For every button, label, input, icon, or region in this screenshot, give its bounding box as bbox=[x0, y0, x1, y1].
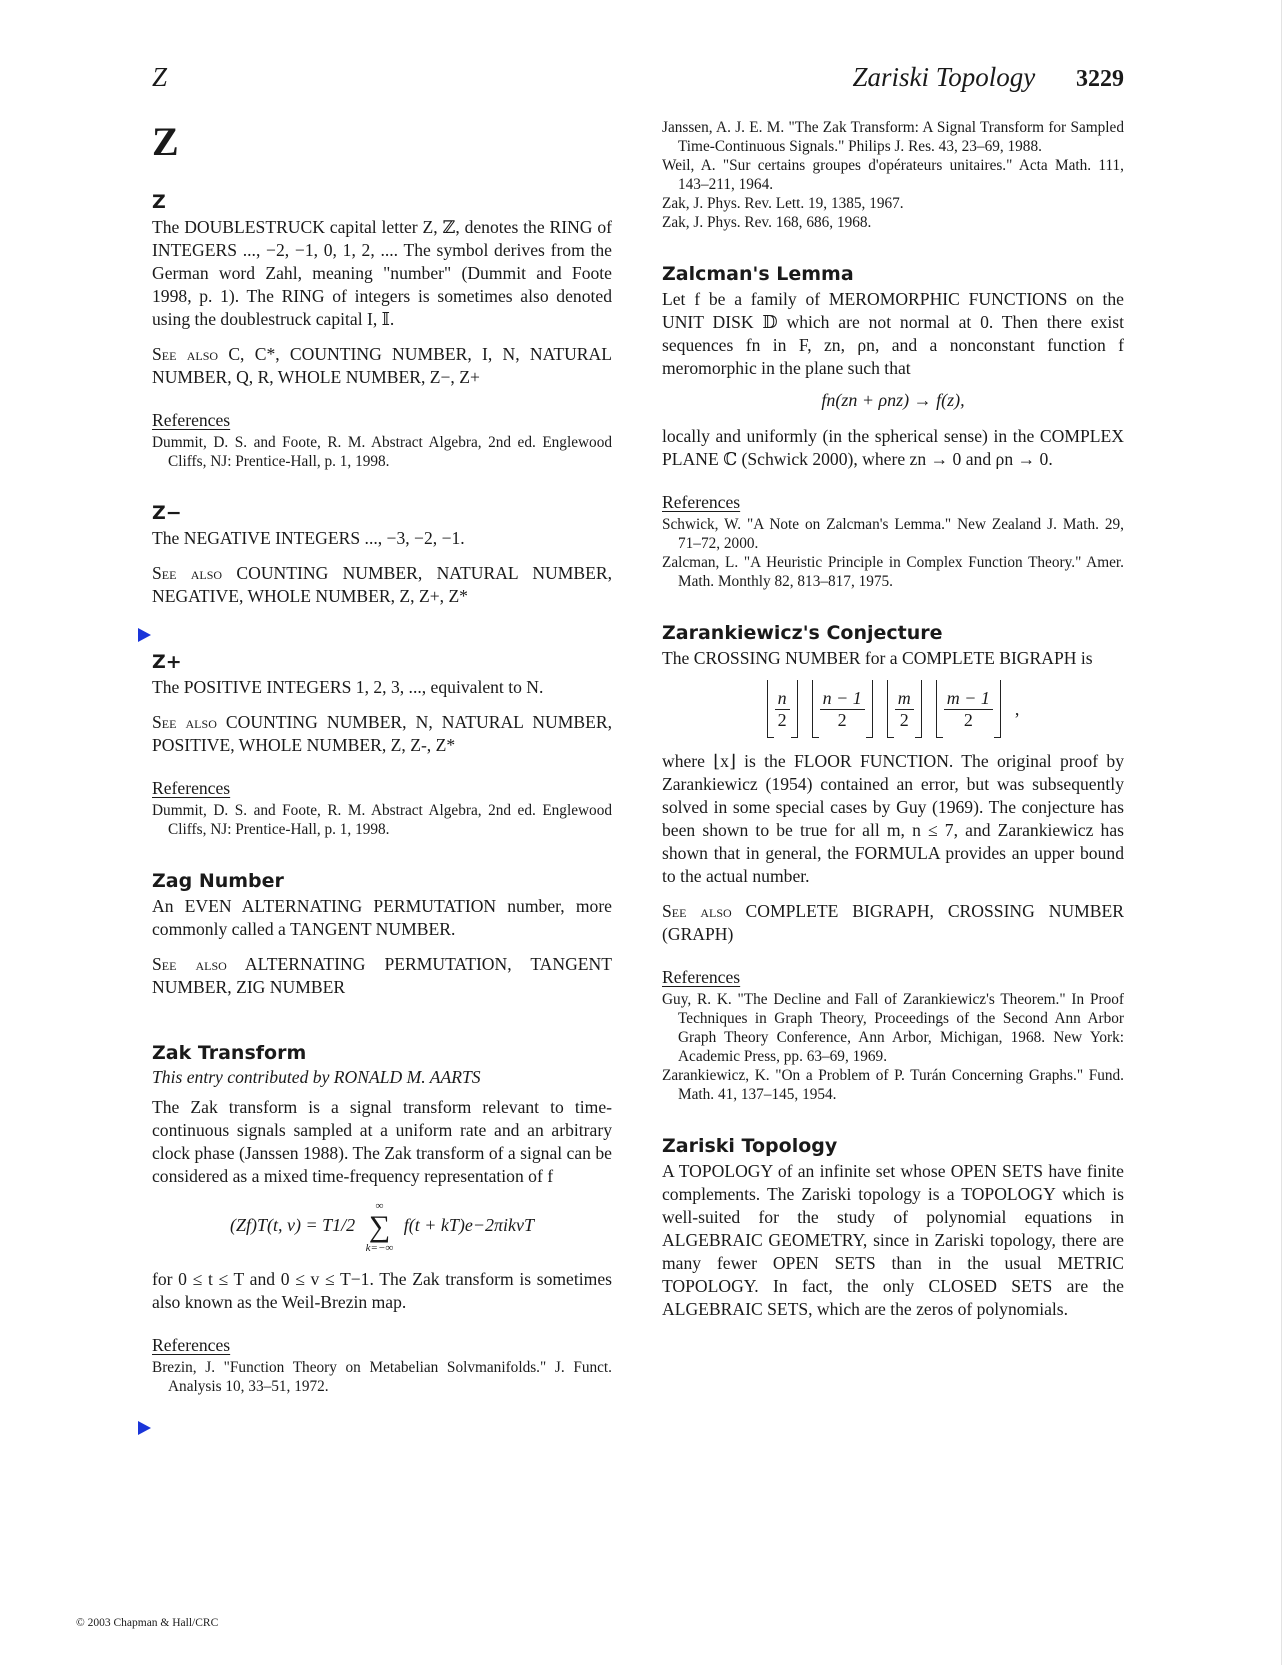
reference: Zak, J. Phys. Rev. Lett. 19, 1385, 1967. bbox=[662, 195, 904, 212]
reference: Janssen, A. J. E. M. "The Zak Transform: A Signal Transform for Sampled Time-Continuous Signals." Philips J. Res. 43, 23–69, 1988. bbox=[662, 119, 1124, 155]
entry-z-minus bbox=[152, 501, 612, 608]
equation-lhs: (Zf)T(t, v) = T1/2 bbox=[229, 1215, 356, 1236]
entry-title: Zag Number bbox=[152, 870, 284, 892]
zak-references-continued bbox=[662, 118, 1124, 232]
entry-title: Zak Transform bbox=[152, 1042, 307, 1064]
summation-sign: ∞ ∑ k=−∞ bbox=[365, 1200, 394, 1254]
entry-title: Zariski Topology bbox=[662, 1135, 838, 1157]
right-column bbox=[662, 118, 1124, 1333]
floor-term: $\frac{n - 1}{2}$ bbox=[812, 680, 873, 738]
entry-z bbox=[152, 190, 612, 471]
link-marker-icon[interactable] bbox=[138, 1421, 151, 1435]
copyright-footer: © 2003 Chapman & Hall/CRC bbox=[76, 1617, 219, 1629]
floor-term: $\frac{n}{2}$ bbox=[767, 680, 798, 738]
reference: Zarankiewicz, K. "On a Problem of P. Turán Concerning Graphs." Fund. Math. 41, 137–145, 1954. bbox=[662, 1067, 1124, 1103]
floor-term: $\frac{m}{2}$ bbox=[887, 680, 922, 738]
entry-title: Z+ bbox=[152, 651, 182, 673]
entry-zariski-topology bbox=[662, 1134, 1124, 1321]
entry-zarankiewicz-conjecture bbox=[662, 621, 1124, 1104]
references-heading: References bbox=[152, 410, 231, 430]
see-also[interactable]: See also COUNTING NUMBER, N, NATURAL NUMBER, POSITIVE, WHOLE NUMBER, Z, Z-, Z* bbox=[152, 712, 612, 755]
entry-zag-number bbox=[152, 869, 612, 999]
references-heading: References bbox=[662, 967, 741, 987]
formula-trailing-comma: , bbox=[1014, 698, 1020, 719]
entry-text: An EVEN ALTERNATING PERMUTATION number, more commonly called a TANGENT NUMBER. bbox=[152, 896, 612, 939]
link-marker-icon[interactable] bbox=[138, 628, 151, 642]
floor-term: $\frac{m - 1}{2}$ bbox=[936, 680, 1001, 738]
entry-text: The NEGATIVE INTEGERS ..., −3, −2, −1. bbox=[152, 528, 465, 548]
entry-text: locally and uniformly (in the spherical sense) in the COMPLEX PLANE ℂ (Schwick 2000), where zn → 0 and ρn → 0. bbox=[662, 426, 1124, 469]
entry-text: Let f be a family of MEROMORPHIC FUNCTIONS on the UNIT DISK 𝔻 which are not normal at 0. Then there exist sequences fn in F, zn, ρn, and a nonconstant function f meromorphic in the plane such that bbox=[662, 289, 1124, 378]
reference: Zalcman, L. "A Heuristic Principle in Complex Function Theory." Amer. Math. Monthly 82, 813–817, 1975. bbox=[662, 554, 1124, 590]
entry-text: The Zak transform is a signal transform relevant to time-continuous signals sampled at a uniform rate and an arbitrary clock phase (Janssen 1988). The Zak transform of a signal can be considered as a mixed time-frequency representation of f bbox=[152, 1097, 612, 1186]
reference: Dummit, D. S. and Foote, R. M. Abstract Algebra, 2nd ed. Englewood Cliffs, NJ: Prentice-Hall, p. 1, 1998. bbox=[152, 434, 612, 470]
section-letter: Z bbox=[152, 119, 179, 164]
page-number: 3229 bbox=[1076, 66, 1124, 92]
entry-zak-transform bbox=[152, 1041, 612, 1396]
running-head-title: Zariski Topology bbox=[852, 62, 1036, 92]
entry-title: Z bbox=[152, 191, 166, 213]
reference: Guy, R. K. "The Decline and Fall of Zarankiewicz's Theorem." In Proof Techniques in Graph Theory, Proceedings of the Second Ann Arbor Graph Theory Conference, Ann Arbor, Michigan, 1968. New York: Academic Press, pp. 63–69, 1969. bbox=[662, 991, 1124, 1065]
entry-title: Zalcman's Lemma bbox=[662, 263, 854, 285]
references-heading: References bbox=[152, 1335, 231, 1355]
entry-title: Zarankiewicz's Conjecture bbox=[662, 622, 943, 644]
entry-text: where ⌊x⌋ is the FLOOR FUNCTION. The original proof by Zarankiewicz (1954) contained an error, but was subsequently solved in some special cases by Guy (1969). The conjecture has been shown to be true for all m, n ≤ 7, and Zarankiewicz has shown that in general, the FORMULA provides an upper bound to the actual number. bbox=[662, 751, 1124, 886]
zak-equation bbox=[152, 1200, 612, 1254]
see-also[interactable]: See also ALTERNATING PERMUTATION, TANGENT NUMBER, ZIG NUMBER bbox=[152, 954, 612, 997]
left-column bbox=[152, 190, 612, 1396]
entry-text: A TOPOLOGY of an infinite set whose OPEN SETS have finite complements. The Zariski topology is a TOPOLOGY which is well-suited for the study of polynomial equations in ALGEBRAIC GEOMETRY, since in Zariski topology, there are many fewer OPEN SETS than in the usual METRIC TOPOLOGY. In fact, the only CLOSED SETS are the ALGEBRAIC SETS, which are the zeros of polynomials. bbox=[662, 1161, 1124, 1319]
references-heading: References bbox=[662, 492, 741, 512]
floor-product-formula bbox=[662, 680, 1124, 738]
references-heading: References bbox=[152, 778, 231, 798]
equation-rhs: f(t + kT)e−2πikvT bbox=[403, 1215, 534, 1236]
entry-z-plus bbox=[152, 650, 612, 839]
entry-text: The CROSSING NUMBER for a COMPLETE BIGRAPH is bbox=[662, 648, 1093, 668]
entry-text: The POSITIVE INTEGERS 1, 2, 3, ..., equivalent to N. bbox=[152, 677, 544, 697]
see-also[interactable]: See also C, C*, COUNTING NUMBER, I, N, NATURAL NUMBER, Q, R, WHOLE NUMBER, Z−, Z+ bbox=[152, 344, 612, 387]
reference: Schwick, W. "A Note on Zalcman's Lemma." New Zealand J. Math. 29, 71–72, 2000. bbox=[662, 516, 1124, 552]
entry-zalcman-lemma bbox=[662, 262, 1124, 591]
see-also[interactable]: See also COMPLETE BIGRAPH, CROSSING NUMBER (GRAPH) bbox=[662, 901, 1124, 944]
reference: Weil, A. "Sur certains groupes d'opérateurs unitaires." Acta Math. 111, 143–211, 1964. bbox=[662, 157, 1124, 193]
running-head bbox=[852, 62, 1124, 93]
zalcman-equation: fn(zn + ρnz) → f(z), bbox=[821, 390, 965, 410]
reference: Zak, J. Phys. Rev. 168, 686, 1968. bbox=[662, 214, 872, 231]
entry-text: for 0 ≤ t ≤ T and 0 ≤ v ≤ T−1. The Zak transform is sometimes also known as the Weil-Brezin map. bbox=[152, 1269, 612, 1312]
running-head-letter: Z bbox=[152, 62, 168, 92]
reference: Brezin, J. "Function Theory on Metabelian Solvmanifolds." J. Funct. Analysis 10, 33–51, 1972. bbox=[152, 1359, 612, 1395]
see-also[interactable]: See also COUNTING NUMBER, NATURAL NUMBER, NEGATIVE, WHOLE NUMBER, Z, Z+, Z* bbox=[152, 563, 612, 606]
contributor-line: This entry contributed by RONALD M. AARTS bbox=[152, 1067, 481, 1087]
reference: Dummit, D. S. and Foote, R. M. Abstract Algebra, 2nd ed. Englewood Cliffs, NJ: Prentice-Hall, p. 1, 1998. bbox=[152, 802, 612, 838]
entry-title: Z− bbox=[152, 502, 182, 524]
entry-text: The DOUBLESTRUCK capital letter Z, ℤ, denotes the RING of INTEGERS ..., −2, −1, 0, 1, 2, .... The symbol derives from the German word Zahl, meaning "number" (Dummit and Foote 1998, p. 1). The RING of integers is sometimes also denoted using the doublestruck capital I, 𝕀. bbox=[152, 217, 612, 329]
